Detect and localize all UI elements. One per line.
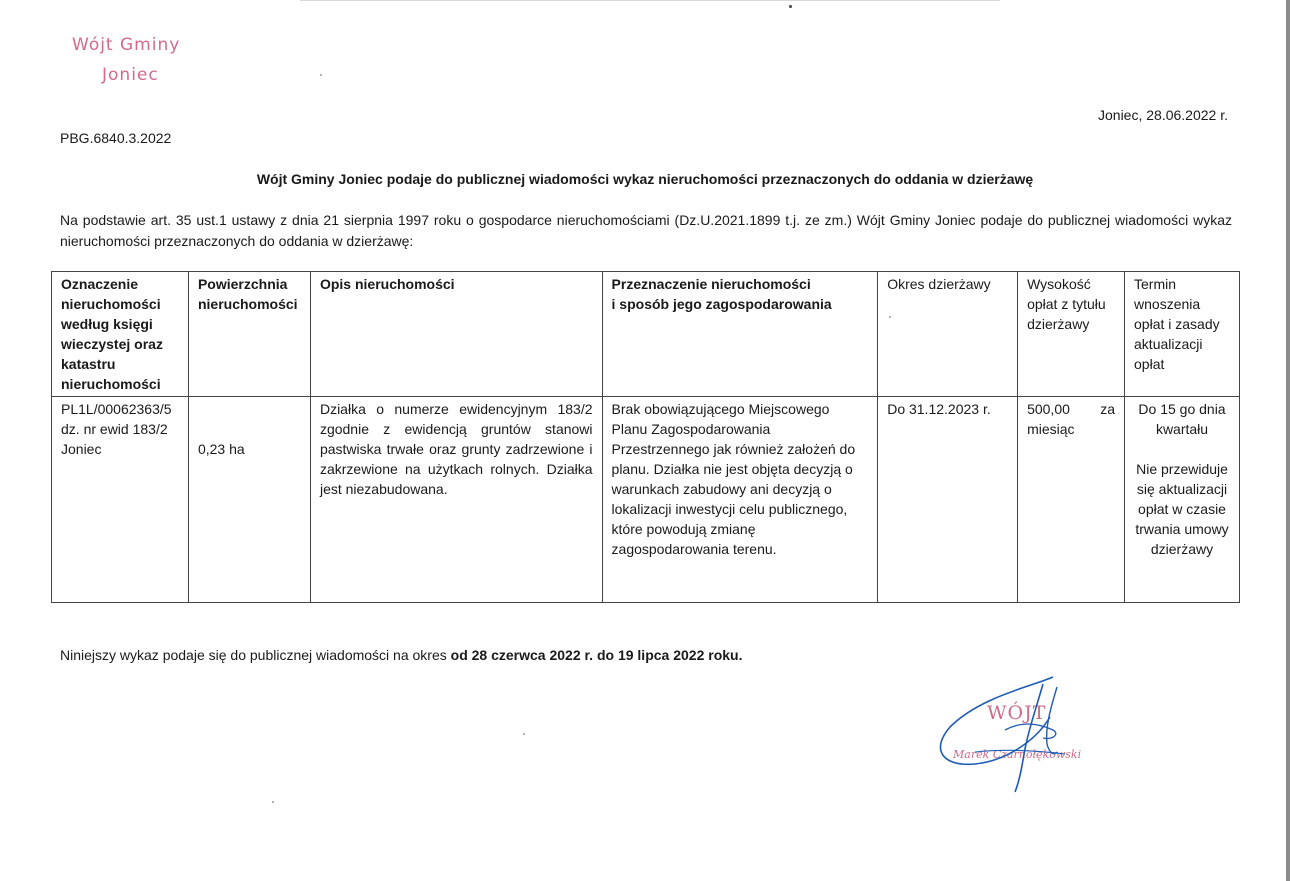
payment-deadline: Do 15 go dnia kwartału: [1138, 401, 1226, 437]
stamp-line-2: Joniec: [102, 65, 159, 85]
header-purpose-line-2: i sposób jego zagospodarowania: [611, 296, 832, 312]
document-title: Wójt Gminy Joniec podaje do publicznej wiadomości wykaz nieruchomości przeznaczonych do oddania w dzierżawę: [256, 171, 1034, 187]
publication-period-note: [60, 647, 742, 663]
cell-description: Działka o numerze ewidencyjnym 183/2 zgodnie z ewidencją gruntów stanowi pastwiska trwałe oraz grunty zadrzewione i zakrzewione na użytkach rolnych. Działka jest niezabudowana.: [310, 397, 602, 603]
cell-fee: [1018, 397, 1125, 603]
header-lease-period: Okres dzierżawy: [878, 272, 1018, 397]
cell-designation: [52, 397, 189, 603]
land-register-number: PL1L/00062363/5: [61, 401, 172, 417]
scan-speck: [272, 801, 274, 803]
fee-update-rule: Nie przewiduje się aktualizacji opłat w czasie trwania umowy dzierżawy: [1135, 461, 1229, 557]
header-payment-terms: Termin wnoszenia opłat i zasady aktualizacji opłat: [1125, 272, 1240, 397]
property-list-table: [51, 271, 1240, 603]
scan-top-edge: [300, 0, 1000, 1]
header-fee: Wysokość opłat z tytułu dzierżawy: [1018, 272, 1125, 397]
office-stamp: [72, 30, 180, 90]
fee-amount: 500,00: [1027, 401, 1070, 417]
fee-unit: miesiąc: [1027, 421, 1075, 437]
scan-speck: [523, 733, 525, 735]
scan-right-edge: [1286, 0, 1290, 881]
place-and-date: Joniec, 28.06.2022 r.: [1098, 107, 1228, 123]
table-header-row: [52, 272, 1240, 397]
footer-prefix: Niniejszy wykaz podaje się do publicznej wiadomości na okres: [60, 647, 451, 663]
scan-speck: [789, 5, 792, 8]
footer-period: od 28 czerwca 2022 r. do 19 lipca 2022 roku.: [450, 647, 743, 663]
table-row: [52, 397, 1240, 603]
header-designation: Oznaczenie nieruchomości według księgi wieczystej oraz katastru nieruchomości: [52, 272, 189, 397]
plot-number: dz. nr ewid 183/2 Joniec: [61, 421, 168, 457]
header-purpose: [602, 272, 878, 397]
fee-za: za: [1100, 401, 1116, 417]
signature-stamp-name: Marek Czarnołękowski: [953, 748, 1082, 761]
header-description: Opis nieruchomości: [310, 272, 602, 397]
cell-lease-period: Do 31.12.2023 r.: [878, 397, 1018, 603]
cell-purpose: Brak obowiązującego Miejscowego Planu Zagospodarowania Przestrzennego jak również założeń do planu. Działka nie jest objęta decyzją o warunkach zabudowy ani decyzją o lokalizacji inwestycji celu publicznego, które powodują zmianę zagospodarowania terenu.: [602, 397, 878, 603]
cell-area: [188, 397, 310, 603]
header-area: Powierzchnia nieruchomości: [188, 272, 310, 397]
signature-stamp-title: WÓJT: [987, 702, 1047, 724]
intro-paragraph: Na podstawie art. 35 ust.1 ustawy z dnia 21 sierpnia 1997 roku o gospodarce nieruchomościami (Dz.U.2021.1899 t.j. ze zm.) Wójt Gminy Joniec podaje do publicznej wiadomości wykaz nieruchomości przeznaczonych do oddania w dzierżawę:: [60, 212, 1232, 249]
reference-number: PBG.6840.3.2022: [60, 130, 172, 146]
header-purpose-line-1: Przeznaczenie nieruchomości: [611, 276, 811, 292]
scan-speck: [320, 74, 322, 76]
stamp-line-1: Wójt Gminy: [72, 35, 181, 55]
cell-payment-terms: [1125, 397, 1240, 603]
area-value: 0,23 ha: [197, 441, 245, 457]
handwritten-signature: [935, 672, 1095, 797]
